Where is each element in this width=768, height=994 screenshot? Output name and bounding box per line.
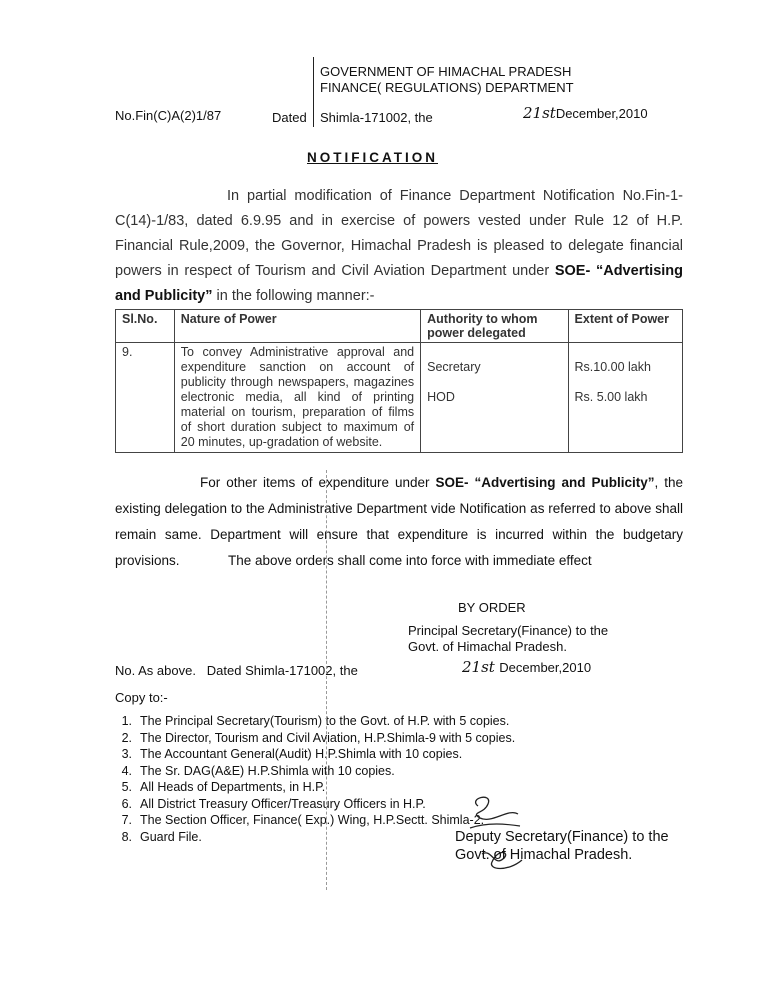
table-row [116, 343, 683, 453]
cell-nature: To convey Administrative approval and expenditure sanction on account of publicity through newspapers, magazines electronic media, all kind of printing material on tourism, preparation of films of short duration subject to maximum of 20 minutes, up-gradation of website. [174, 343, 420, 453]
copy-handwritten-date: 21st [462, 658, 495, 676]
intro-soe: SOE- “Advertising and Publicity” [115, 263, 683, 304]
authority-secretary: Secretary [427, 360, 481, 374]
deputy-line-1: Deputy Secretary(Finance) to the [455, 829, 669, 845]
dated-label: Dated [272, 110, 307, 125]
issue-date [523, 104, 648, 123]
list-item: 3. The Accountant General(Audit) H.P.Shimla with 10 copies. [121, 747, 463, 761]
header-line-1: GOVERNMENT OF HIMACHAL PRADESH [320, 64, 572, 79]
cell-extent [568, 343, 682, 453]
copy-reference: No. As above. Dated Shimla-171002, the [115, 663, 358, 678]
delegation-table [115, 309, 683, 453]
copy-list [110, 713, 630, 845]
effect-paragraph: The above orders shall come into force with immediate effect [228, 553, 592, 568]
list-item: 2. The Director, Tourism and Civil Aviation, H.P.Shimla-9 with 5 copies. [121, 730, 516, 745]
list-item: 8. Guard File. [121, 829, 202, 844]
list-item: 4. The Sr. DAG(A&E) H.P.Shimla with 10 copies. [121, 763, 395, 778]
header-divider [313, 57, 314, 127]
cell-sl: 9. [116, 343, 175, 453]
col-extent: Extent of Power [568, 310, 682, 343]
handwritten-date: 21st [523, 104, 556, 122]
para2-soe: SOE- “Advertising and Publicity” [435, 475, 655, 490]
reference-number: No.Fin(C)A(2)1/87 [115, 108, 222, 123]
intro-paragraph [115, 184, 683, 309]
col-authority: Authority to whom power delegated [421, 310, 568, 343]
copy-date-rest: December,2010 [499, 660, 592, 675]
copy-to-label: Copy to:- [115, 690, 168, 705]
list-item: 6. All District Treasury Officer/Treasury Officers in H.P. [121, 796, 426, 811]
page-title: NOTIFICATION [307, 150, 438, 165]
fold-line [326, 470, 327, 890]
para2-rest: , the existing delegation to the Administrative Department vide Notification as referred to above shall remain same. Department will ensure that expenditure is incurred within the budgetary provisions. [115, 475, 683, 568]
signatory-line-1: Principal Secretary(Finance) to the [408, 623, 609, 638]
issue-place: Shimla-171002, the [320, 110, 433, 125]
extent-secretary: Rs.10.00 lakh [574, 360, 651, 374]
header-line-2: FINANCE( REGULATIONS) DEPARTMENT [320, 80, 574, 95]
list-item: 7. The Section Officer, Finance( Exp.) Wing, H.P.Sectt. Shimla-2. [121, 813, 485, 827]
table-header-row [116, 310, 683, 343]
extent-hod: Rs. 5.00 lakh [574, 390, 648, 404]
authority-hod: HOD [427, 390, 455, 404]
col-sl-no: Sl.No. [116, 310, 175, 343]
intro-tail: in the following manner:- [212, 288, 375, 304]
copy-date [462, 658, 591, 677]
date-month-year: December,2010 [555, 106, 648, 121]
signatory-line-2: Govt. of Himachal Pradesh. [408, 639, 567, 654]
col-nature: Nature of Power [174, 310, 420, 343]
list-item: 1. The Principal Secretary(Tourism) to the Govt. of H.P. with 5 copies. [121, 714, 510, 728]
cell-authority [421, 343, 568, 453]
deputy-line-2: Govt. of Himachal Pradesh. [455, 847, 633, 863]
list-item: 5. All Heads of Departments, in H.P. [121, 780, 326, 794]
by-order: BY ORDER [458, 600, 526, 615]
intro-text: In partial modification of Finance Department Notification No.Fin-1-C(14)-1/83, dated 6.9.95 and in exercise of powers vested under Rule 12 of H.P. Financial Rule,2009, the Governor, Himachal Pradesh is pleased to delegate financial powers in respect of Tourism and Civil Aviation Department under [115, 188, 683, 279]
para2-lead: For other items of expenditure under [200, 475, 436, 490]
